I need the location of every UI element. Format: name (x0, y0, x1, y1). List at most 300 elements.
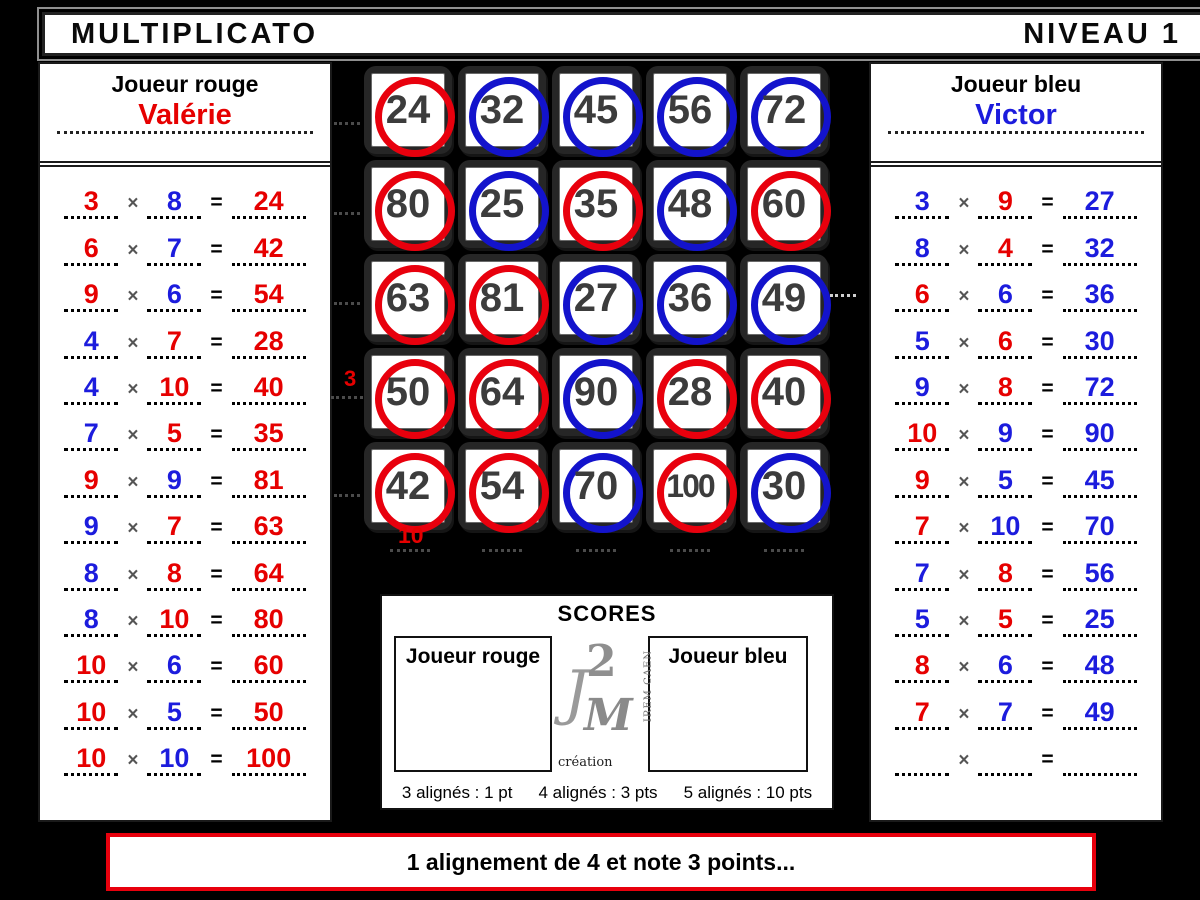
factor-a-field[interactable] (64, 420, 118, 451)
grid-cell-54[interactable] (458, 442, 546, 530)
grid-cell-32[interactable] (458, 66, 546, 154)
rule-3-aligned: 3 alignés : 1 pt (401, 783, 513, 802)
blue-score-area[interactable] (648, 636, 808, 772)
red-score-label: Joueur rouge (405, 645, 541, 668)
equals-sign: = (1041, 423, 1054, 447)
factor-a-value: 5 (914, 603, 930, 634)
equation-row (871, 730, 1161, 776)
times-sign: × (958, 518, 970, 540)
equals-sign: = (1041, 284, 1054, 308)
factor-b-value: 6 (997, 279, 1013, 310)
product-value: 90 (1084, 418, 1115, 449)
col-note-line (670, 549, 710, 552)
equation-row (871, 591, 1161, 637)
factor-a-field[interactable] (895, 557, 949, 591)
product-value: 54 (253, 279, 284, 310)
factor-a-field[interactable] (64, 188, 118, 219)
times-sign: × (127, 471, 139, 493)
grid-cell-81[interactable] (458, 254, 546, 342)
product-value: 24 (253, 186, 284, 217)
factor-a-value: 7 (914, 511, 930, 542)
product-field[interactable] (1063, 603, 1137, 637)
grid-cell-28[interactable] (646, 348, 734, 436)
times-sign: × (958, 471, 970, 493)
factor-b-value: 9 (997, 186, 1013, 217)
equals-sign: = (1041, 562, 1054, 586)
factor-b-field[interactable] (147, 325, 201, 359)
equation-row (871, 637, 1161, 683)
cell-number: 72 (761, 87, 807, 132)
times-sign: × (958, 750, 970, 772)
factor-b-value: 4 (997, 232, 1013, 263)
equation-row (871, 312, 1161, 358)
factor-a-field[interactable] (895, 325, 949, 359)
product-value: 40 (253, 371, 284, 402)
row-note-line (334, 302, 360, 305)
equation-row (871, 451, 1161, 497)
factor-b-value: 10 (159, 743, 190, 774)
factor-a-field[interactable] (895, 513, 949, 544)
factor-b-field[interactable] (978, 325, 1032, 359)
grid-cell-72[interactable] (740, 66, 828, 154)
factor-b-value: 5 (166, 696, 182, 727)
product-field[interactable] (1063, 747, 1137, 776)
equation-row (40, 359, 330, 405)
factor-a-field[interactable] (64, 281, 118, 312)
factor-b-field[interactable] (978, 371, 1032, 405)
equation-row (40, 266, 330, 312)
product-field[interactable] (1063, 652, 1137, 683)
blue-player-name-field[interactable]: Victor (888, 99, 1143, 134)
factor-a-field[interactable] (64, 603, 118, 637)
product-value: 28 (253, 325, 284, 356)
factor-a-value: 7 (914, 557, 930, 588)
product-value: 64 (253, 557, 284, 588)
factor-a-field[interactable] (895, 371, 949, 405)
times-sign: × (958, 610, 970, 632)
product-value: 35 (253, 418, 284, 449)
product-field[interactable] (1063, 232, 1137, 266)
equals-sign: = (210, 469, 223, 493)
factor-a-value: 9 (83, 511, 99, 542)
app-title: MULTIPLICATO (71, 17, 319, 50)
factor-b-value: 10 (159, 371, 190, 402)
factor-a-value: 7 (83, 418, 99, 449)
product-field[interactable] (232, 420, 306, 451)
product-value: 25 (1084, 603, 1115, 634)
times-sign: × (127, 610, 139, 632)
factor-a-field[interactable] (64, 371, 118, 405)
times-sign: × (958, 425, 970, 447)
grid-cell-56[interactable] (646, 66, 734, 154)
factor-a-value: 6 (83, 232, 99, 263)
product-field[interactable] (232, 371, 306, 405)
factor-a-value: 8 (914, 232, 930, 263)
product-field[interactable] (232, 325, 306, 359)
equation-row (40, 451, 330, 497)
grid-cell-80[interactable] (364, 160, 452, 248)
equals-sign: = (210, 330, 223, 354)
equals-sign: = (1041, 191, 1054, 215)
equals-sign: = (1041, 748, 1054, 772)
blue-player-panel (869, 62, 1163, 822)
cell-number: 28 (667, 369, 713, 414)
product-field[interactable] (1063, 513, 1137, 544)
row-note-line (331, 396, 363, 399)
equals-sign: = (210, 284, 223, 308)
product-value: 30 (1084, 325, 1115, 356)
factor-b-field[interactable] (147, 745, 201, 776)
grid-cell-45[interactable] (552, 66, 640, 154)
factor-a-value: 4 (83, 325, 99, 356)
product-value: 48 (1084, 650, 1115, 681)
factor-b-field[interactable] (978, 281, 1032, 312)
equation-row (40, 498, 330, 544)
cell-number: 24 (385, 87, 431, 132)
factor-b-field[interactable] (147, 696, 201, 730)
row4-points-note: 3 (344, 366, 357, 391)
equation-row (871, 173, 1161, 219)
product-value: 50 (253, 696, 284, 727)
red-equations-list (40, 163, 330, 776)
cell-number: 80 (385, 181, 431, 226)
factor-b-field[interactable] (147, 557, 201, 591)
red-player-name-field[interactable]: Valérie (57, 99, 312, 134)
equation-row (40, 637, 330, 683)
factor-b-value: 9 (997, 418, 1013, 449)
factor-b-field[interactable] (978, 464, 1032, 498)
equation-row (871, 683, 1161, 729)
factor-a-field[interactable] (895, 281, 949, 312)
times-sign: × (127, 332, 139, 354)
factor-b-field[interactable] (978, 747, 1032, 776)
grid-cell-60[interactable] (740, 160, 828, 248)
factor-b-field[interactable] (147, 652, 201, 683)
cell-number: 27 (573, 275, 619, 320)
factor-b-field[interactable] (147, 371, 201, 405)
cell-number: 35 (573, 181, 619, 226)
equals-sign: = (210, 376, 223, 400)
product-field[interactable] (1063, 325, 1137, 359)
col-note-line (390, 549, 430, 552)
product-value: 56 (1084, 557, 1115, 588)
product-field[interactable] (232, 696, 306, 730)
cell-number: 49 (761, 275, 807, 320)
j2m-creation-logo (558, 636, 654, 774)
times-sign: × (958, 193, 970, 215)
logo-m-glyph: M (584, 690, 633, 741)
product-value: 63 (253, 511, 284, 542)
red-panel-header (40, 71, 330, 163)
message-banner (106, 833, 1096, 891)
factor-a-field[interactable] (895, 652, 949, 683)
factor-b-field[interactable] (147, 464, 201, 498)
equals-sign: = (210, 423, 223, 447)
product-value: 45 (1084, 464, 1115, 495)
factor-b-value: 5 (997, 603, 1013, 634)
factor-a-field[interactable] (895, 603, 949, 637)
factor-a-value: 5 (914, 325, 930, 356)
equals-sign: = (1041, 469, 1054, 493)
factor-b-field[interactable] (147, 232, 201, 266)
product-field[interactable] (1063, 188, 1137, 219)
factor-b-field[interactable] (978, 232, 1032, 266)
equals-sign: = (210, 608, 223, 632)
equation-row (40, 219, 330, 265)
grid-cell-50[interactable] (364, 348, 452, 436)
factor-a-value: 3 (914, 186, 930, 217)
grid-cell-64[interactable] (458, 348, 546, 436)
factor-b-value: 8 (997, 371, 1013, 402)
cell-number: 25 (479, 181, 525, 226)
product-field[interactable] (1063, 420, 1137, 451)
equals-sign: = (210, 516, 223, 540)
grid-cell-90[interactable] (552, 348, 640, 436)
times-sign: × (127, 703, 139, 725)
factor-b-value: 7 (166, 232, 182, 263)
row3-right-note-line (830, 294, 856, 297)
grid-cell-100[interactable] (646, 442, 734, 530)
blue-panel-title: Joueur bleu (950, 71, 1082, 97)
product-value: 100 (246, 743, 292, 774)
cell-number: 45 (573, 87, 619, 132)
red-score-area[interactable] (394, 636, 552, 772)
factor-a-field[interactable] (895, 696, 949, 730)
cell-number: 40 (761, 369, 807, 414)
cell-number: 48 (667, 181, 713, 226)
factor-b-field[interactable] (978, 513, 1032, 544)
factor-a-value: 3 (83, 186, 99, 217)
factor-b-value: 5 (166, 418, 182, 449)
product-value: 49 (1084, 696, 1115, 727)
cell-number: 63 (385, 275, 431, 320)
equation-row (40, 683, 330, 729)
equation-row (40, 591, 330, 637)
factor-a-value: 10 (76, 743, 107, 774)
equals-sign: = (210, 191, 223, 215)
equation-row (871, 405, 1161, 451)
factor-a-field[interactable] (895, 464, 949, 498)
rule-5-aligned: 5 alignés : 10 pts (683, 783, 813, 802)
times-sign: × (958, 657, 970, 679)
product-value: 60 (253, 650, 284, 681)
factor-b-field[interactable] (147, 420, 201, 451)
factor-a-field[interactable] (64, 325, 118, 359)
times-sign: × (958, 703, 970, 725)
equals-sign: = (1041, 237, 1054, 261)
cell-number: 56 (667, 87, 713, 132)
equation-row (40, 173, 330, 219)
factor-b-value: 10 (159, 603, 190, 634)
product-value: 70 (1084, 511, 1115, 542)
factor-a-field[interactable] (64, 513, 118, 544)
product-field[interactable] (1063, 281, 1137, 312)
factor-a-value: 10 (907, 418, 938, 449)
factor-a-value: 9 (914, 371, 930, 402)
factor-b-value: 7 (166, 325, 182, 356)
factor-b-value: 6 (997, 325, 1013, 356)
logo-creation-text: création (558, 755, 613, 770)
factor-a-field[interactable] (64, 557, 118, 591)
banner-text: 1 alignement de 4 et note 3 points... (406, 848, 796, 875)
cell-number: 60 (761, 181, 807, 226)
blue-score-label: Joueur bleu (668, 645, 788, 668)
product-field[interactable] (232, 603, 306, 637)
equation-row (871, 359, 1161, 405)
factor-a-field[interactable] (64, 696, 118, 730)
grid-cell-40[interactable] (740, 348, 828, 436)
factor-b-value: 7 (997, 696, 1013, 727)
factor-a-value: 6 (914, 279, 930, 310)
factor-b-field[interactable] (978, 652, 1032, 683)
times-sign: × (127, 378, 139, 400)
times-sign: × (958, 378, 970, 400)
factor-a-field[interactable] (895, 747, 949, 776)
product-field[interactable] (1063, 557, 1137, 591)
level-label: NIVEAU 1 (1023, 17, 1181, 50)
product-field[interactable] (1063, 464, 1137, 498)
factor-b-value: 8 (166, 557, 182, 588)
factor-b-field[interactable] (147, 188, 201, 219)
factor-b-field[interactable] (147, 513, 201, 544)
equation-row (871, 544, 1161, 590)
factor-a-field[interactable] (895, 232, 949, 266)
col-note-line (576, 549, 616, 552)
product-value: 27 (1084, 186, 1115, 217)
col-note-line (482, 549, 522, 552)
logo-2-glyph: 2 (586, 636, 617, 687)
equation-row (40, 405, 330, 451)
times-sign: × (127, 193, 139, 215)
factor-b-field[interactable] (978, 420, 1032, 451)
factor-a-value: 7 (914, 696, 930, 727)
grid-cell-27[interactable] (552, 254, 640, 342)
cell-number: 70 (573, 463, 619, 508)
cell-number: 81 (479, 275, 525, 320)
red-player-panel (38, 62, 332, 822)
product-field[interactable] (232, 281, 306, 312)
title-bar (42, 12, 1200, 56)
factor-b-value: 6 (166, 279, 182, 310)
factor-a-field[interactable] (895, 420, 949, 451)
times-sign: × (958, 332, 970, 354)
factor-b-field[interactable] (147, 281, 201, 312)
row-note-line (334, 122, 360, 125)
col-note-line (764, 549, 804, 552)
product-field[interactable] (232, 557, 306, 591)
product-field[interactable] (232, 652, 306, 683)
product-field[interactable] (1063, 696, 1137, 730)
equation-row (40, 544, 330, 590)
equation-row (871, 266, 1161, 312)
equation-row (871, 219, 1161, 265)
factor-b-value: 5 (997, 464, 1013, 495)
logo-irem-caen-text: IREM CAEN (643, 650, 654, 723)
factor-a-field[interactable] (64, 652, 118, 683)
factor-a-field[interactable] (895, 188, 949, 219)
rule-4-aligned: 4 alignés : 3 pts (538, 783, 658, 802)
grid-cell-30[interactable] (740, 442, 828, 530)
cell-number: 32 (479, 87, 525, 132)
product-field[interactable] (1063, 371, 1137, 405)
factor-b-field[interactable] (978, 696, 1032, 730)
factor-b-field[interactable] (978, 188, 1032, 219)
grid-cell-49[interactable] (740, 254, 828, 342)
equals-sign: = (210, 701, 223, 725)
factor-b-value: 6 (997, 650, 1013, 681)
scores-title: SCORES (557, 601, 657, 626)
grid-cell-63[interactable] (364, 254, 452, 342)
factor-a-field[interactable] (64, 464, 118, 498)
product-field[interactable] (232, 188, 306, 219)
grid-cell-42[interactable] (364, 442, 452, 530)
factor-b-value: 8 (166, 186, 182, 217)
cell-number: 54 (479, 463, 525, 508)
factor-a-field[interactable] (64, 745, 118, 776)
col1-points-note: 10 (398, 522, 424, 548)
equals-sign: = (1041, 516, 1054, 540)
factor-a-value: 10 (76, 650, 107, 681)
grid-cell-25[interactable] (458, 160, 546, 248)
equals-sign: = (210, 237, 223, 261)
logo-j-glyph: J (564, 658, 589, 728)
cell-number: 50 (385, 369, 431, 414)
factor-a-value: 9 (83, 279, 99, 310)
factor-a-value: 9 (914, 464, 930, 495)
factor-a-value: 10 (76, 696, 107, 727)
cell-number: 42 (385, 463, 431, 508)
equals-sign: = (210, 562, 223, 586)
factor-a-value: 4 (83, 371, 99, 402)
equals-sign: = (1041, 376, 1054, 400)
product-field[interactable] (232, 513, 306, 544)
times-sign: × (958, 564, 970, 586)
product-field[interactable] (232, 464, 306, 498)
times-sign: × (958, 239, 970, 261)
equation-row (40, 730, 330, 776)
scores-box (380, 594, 834, 810)
factor-a-value: 8 (83, 603, 99, 634)
factor-b-field[interactable] (978, 557, 1032, 591)
grid-cell-70[interactable] (552, 442, 640, 530)
times-sign: × (127, 657, 139, 679)
equals-sign: = (210, 748, 223, 772)
grid-cell-35[interactable] (552, 160, 640, 248)
red-panel-title: Joueur rouge (111, 71, 259, 97)
grid-cell-48[interactable] (646, 160, 734, 248)
factor-b-field[interactable] (978, 603, 1032, 637)
product-value: 80 (253, 603, 284, 634)
times-sign: × (127, 750, 139, 772)
factor-a-value: 8 (83, 557, 99, 588)
factor-b-value: 6 (166, 650, 182, 681)
row-note-line (334, 494, 360, 497)
product-field[interactable] (232, 232, 306, 266)
number-grid (364, 66, 828, 530)
factor-b-field[interactable] (147, 603, 201, 637)
factor-b-value: 9 (166, 464, 182, 495)
grid-cell-24[interactable] (364, 66, 452, 154)
equals-sign: = (1041, 655, 1054, 679)
times-sign: × (958, 286, 970, 308)
equals-sign: = (210, 655, 223, 679)
grid-cell-36[interactable] (646, 254, 734, 342)
factor-b-value: 8 (997, 557, 1013, 588)
equation-row (40, 312, 330, 358)
product-field[interactable] (232, 745, 306, 776)
factor-a-field[interactable] (64, 232, 118, 266)
blue-panel-header (871, 71, 1161, 163)
